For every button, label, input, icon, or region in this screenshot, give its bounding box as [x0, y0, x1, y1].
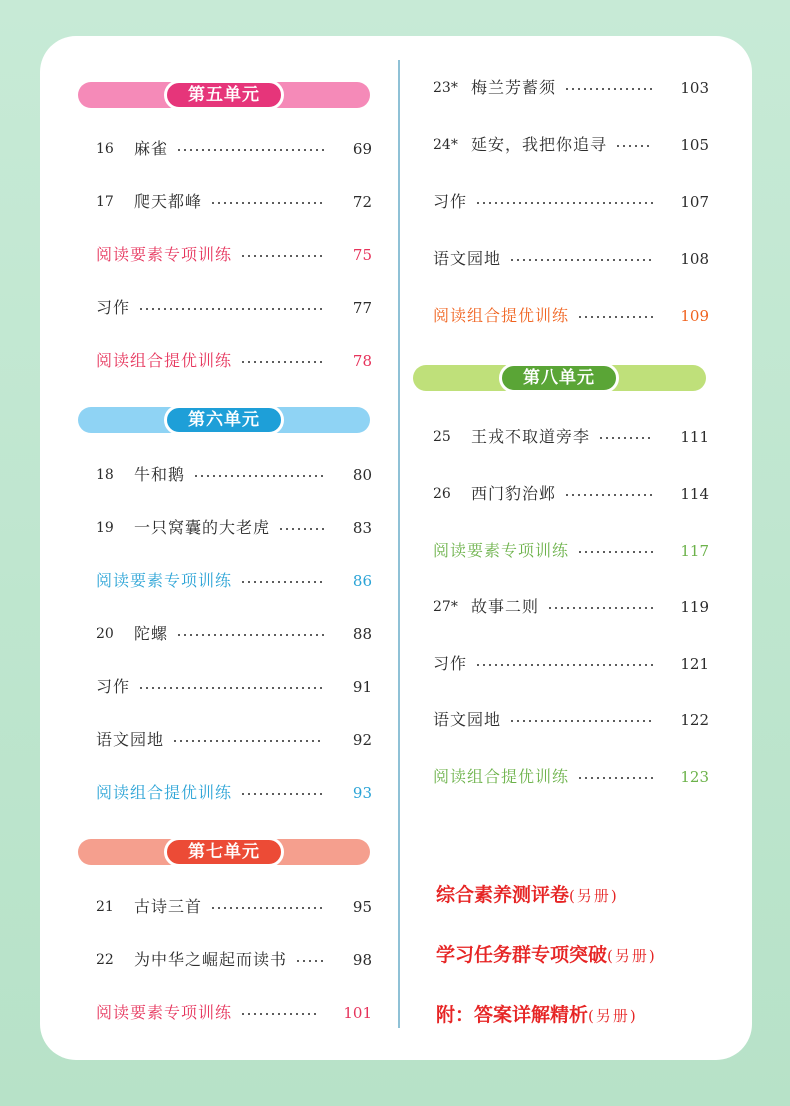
toc-entry-page: 95	[352, 898, 372, 916]
toc-entry-number: 17	[96, 194, 114, 210]
toc-entry-page: 93	[352, 784, 372, 802]
toc-entry[interactable]	[96, 137, 372, 161]
toc-entry[interactable]	[433, 304, 709, 328]
toc-entry-title: 语文园地	[96, 730, 165, 749]
toc-entry-title: 麻雀	[134, 139, 169, 158]
toc-entry-title: 语文园地	[433, 710, 502, 729]
toc-entry-leader-dots	[475, 202, 653, 204]
toc-entry-leader-dots	[547, 607, 653, 609]
column-divider	[398, 60, 400, 1028]
toc-entry-page: 72	[352, 193, 372, 211]
toc-entry[interactable]	[96, 349, 372, 373]
toc-entry[interactable]	[433, 595, 709, 619]
toc-entry-number: 23*	[433, 80, 458, 96]
toc-entry-leader-dots	[240, 793, 324, 795]
toc-entry-page: 98	[352, 951, 372, 969]
toc-entry[interactable]	[96, 728, 372, 752]
toc-entry-number: 21	[96, 899, 114, 915]
toc-entry[interactable]	[433, 133, 709, 157]
toc-entry-leader-dots	[138, 687, 324, 689]
toc-entry-leader-dots	[615, 145, 653, 147]
toc-entry-title: 王戎不取道旁李	[471, 427, 591, 446]
toc-entry[interactable]	[433, 652, 709, 676]
toc-entry-page: 88	[352, 625, 372, 643]
toc-entry-leader-dots	[577, 777, 653, 779]
toc-entry-title: 习作	[96, 298, 131, 317]
toc-entry-leader-dots	[240, 581, 324, 583]
toc-entry-page: 78	[352, 352, 372, 370]
toc-entry-page: 107	[680, 193, 709, 211]
toc-entry[interactable]	[433, 247, 709, 271]
toc-entry-title: 语文园地	[433, 249, 502, 268]
toc-entry[interactable]	[96, 622, 372, 646]
toc-entry-number: 27*	[433, 599, 458, 615]
toc-entry[interactable]	[433, 482, 709, 506]
toc-entry[interactable]	[433, 76, 709, 100]
toc-entry-page: 101	[343, 1004, 372, 1022]
unit-6-header	[78, 407, 370, 433]
toc-entry-leader-dots	[577, 316, 653, 318]
toc-entry[interactable]	[96, 190, 372, 214]
toc-entry[interactable]	[96, 895, 372, 919]
toc-entry[interactable]	[96, 675, 372, 699]
toc-entry-leader-dots	[577, 551, 653, 553]
toc-entry-title: 牛和鹅	[134, 465, 186, 484]
toc-entry-title: 为中华之崛起而读书	[134, 950, 288, 969]
toc-entry-leader-dots	[240, 1013, 316, 1015]
toc-entry-leader-dots	[564, 494, 653, 496]
toc-entry-leader-dots	[193, 475, 324, 477]
toc-entry-page: 122	[680, 711, 709, 729]
toc-entry-number: 24*	[433, 137, 458, 153]
toc-entry-page: 121	[680, 655, 709, 673]
toc-entry-page: 77	[352, 299, 372, 317]
extra-item-note: (另册)	[607, 947, 657, 965]
toc-entry-title: 西门豹治邺	[471, 484, 557, 503]
toc-entry-leader-dots	[172, 740, 324, 742]
toc-entry-title: 爬天都峰	[134, 192, 203, 211]
toc-entry-leader-dots	[176, 149, 324, 151]
toc-entry-number: 18	[96, 467, 114, 483]
toc-entry-leader-dots	[475, 664, 653, 666]
toc-entry-title: 古诗三首	[134, 897, 203, 916]
toc-entry-leader-dots	[240, 361, 324, 363]
extra-item-1	[436, 880, 619, 907]
toc-entry-title: 一只窝囊的大老虎	[134, 518, 271, 537]
toc-entry-page: 123	[680, 768, 709, 786]
toc-entry-leader-dots	[509, 259, 653, 261]
toc-entry-title: 习作	[433, 654, 468, 673]
unit-7-label: 第七单元	[164, 837, 284, 867]
toc-entry-page: 108	[680, 250, 709, 268]
toc-entry-number: 19	[96, 520, 114, 536]
toc-entry-leader-dots	[210, 202, 324, 204]
toc-entry-title: 阅读要素专项训练	[96, 1003, 233, 1022]
unit-6-label: 第六单元	[164, 405, 284, 435]
unit-7-header	[78, 839, 370, 865]
toc-entry-title: 阅读组合提优训练	[433, 306, 570, 325]
toc-entry[interactable]	[96, 1001, 372, 1025]
toc-entry-title: 梅兰芳蓄须	[471, 78, 557, 97]
toc-entry-page: 119	[680, 598, 709, 616]
toc-entry-page: 86	[352, 572, 372, 590]
extra-item-note: (另册)	[569, 887, 619, 905]
toc-entry-leader-dots	[278, 528, 324, 530]
toc-entry-page: 114	[680, 485, 709, 503]
toc-entry-number: 26	[433, 486, 451, 502]
unit-8-header	[413, 365, 706, 391]
toc-entry[interactable]	[96, 781, 372, 805]
toc-entry[interactable]	[96, 516, 372, 540]
extra-item-title: 附：答案详解精析	[436, 1004, 589, 1026]
toc-entry[interactable]	[433, 708, 709, 732]
toc-entry-page: 109	[680, 307, 709, 325]
toc-entry-title: 延安，我把你追寻	[471, 135, 608, 154]
toc-entry-number: 20	[96, 626, 114, 642]
toc-entry-page: 103	[680, 79, 709, 97]
toc-entry[interactable]	[96, 948, 372, 972]
toc-entry-title: 阅读组合提优训练	[433, 767, 570, 786]
toc-entry-number: 25	[433, 429, 451, 445]
toc-entry-page: 117	[680, 542, 709, 560]
toc-entry[interactable]	[96, 463, 372, 487]
toc-entry-leader-dots	[295, 960, 324, 962]
toc-entry-page: 92	[352, 731, 372, 749]
toc-entry-title: 阅读组合提优训练	[96, 783, 233, 802]
toc-entry-page: 91	[352, 678, 372, 696]
toc-entry-page: 105	[680, 136, 709, 154]
toc-entry-leader-dots	[138, 308, 324, 310]
toc-entry-leader-dots	[240, 255, 324, 257]
toc-entry-leader-dots	[564, 88, 653, 90]
toc-entry-leader-dots	[210, 907, 324, 909]
toc-entry-leader-dots	[598, 437, 653, 439]
toc-entry[interactable]	[96, 296, 372, 320]
toc-entry[interactable]	[96, 569, 372, 593]
extra-item-note: (另册)	[588, 1007, 638, 1025]
toc-entry-leader-dots	[509, 720, 653, 722]
toc-entry-page: 111	[680, 428, 709, 446]
toc-entry-title: 阅读要素专项训练	[96, 245, 233, 264]
toc-entry-page: 83	[352, 519, 372, 537]
toc-entry-title: 阅读要素专项训练	[96, 571, 233, 590]
toc-entry-number: 16	[96, 141, 114, 157]
extra-item-title: 学习任务群专项突破	[436, 944, 608, 966]
toc-entry-title: 陀螺	[134, 624, 169, 643]
extra-item-3	[436, 1000, 638, 1027]
toc-entry-page: 80	[352, 466, 372, 484]
toc-entry[interactable]	[433, 765, 709, 789]
unit-8-label: 第八单元	[499, 363, 619, 393]
toc-entry[interactable]	[433, 539, 709, 563]
extra-item-2	[436, 940, 657, 967]
toc-entry[interactable]	[96, 243, 372, 267]
unit-5-label: 第五单元	[164, 80, 284, 110]
toc-entry-leader-dots	[176, 634, 324, 636]
extra-item-title: 综合素养测评卷	[436, 884, 570, 906]
toc-entry[interactable]	[433, 190, 709, 214]
toc-entry-number: 22	[96, 952, 114, 968]
toc-entry-title: 阅读组合提优训练	[96, 351, 233, 370]
toc-entry-page: 75	[352, 246, 372, 264]
toc-entry-title: 习作	[96, 677, 131, 696]
toc-entry-title: 习作	[433, 192, 468, 211]
unit-5-header	[78, 82, 370, 108]
toc-entry[interactable]	[433, 425, 709, 449]
toc-entry-page: 69	[352, 140, 372, 158]
toc-entry-title: 故事二则	[471, 597, 540, 616]
toc-entry-title: 阅读要素专项训练	[433, 541, 570, 560]
